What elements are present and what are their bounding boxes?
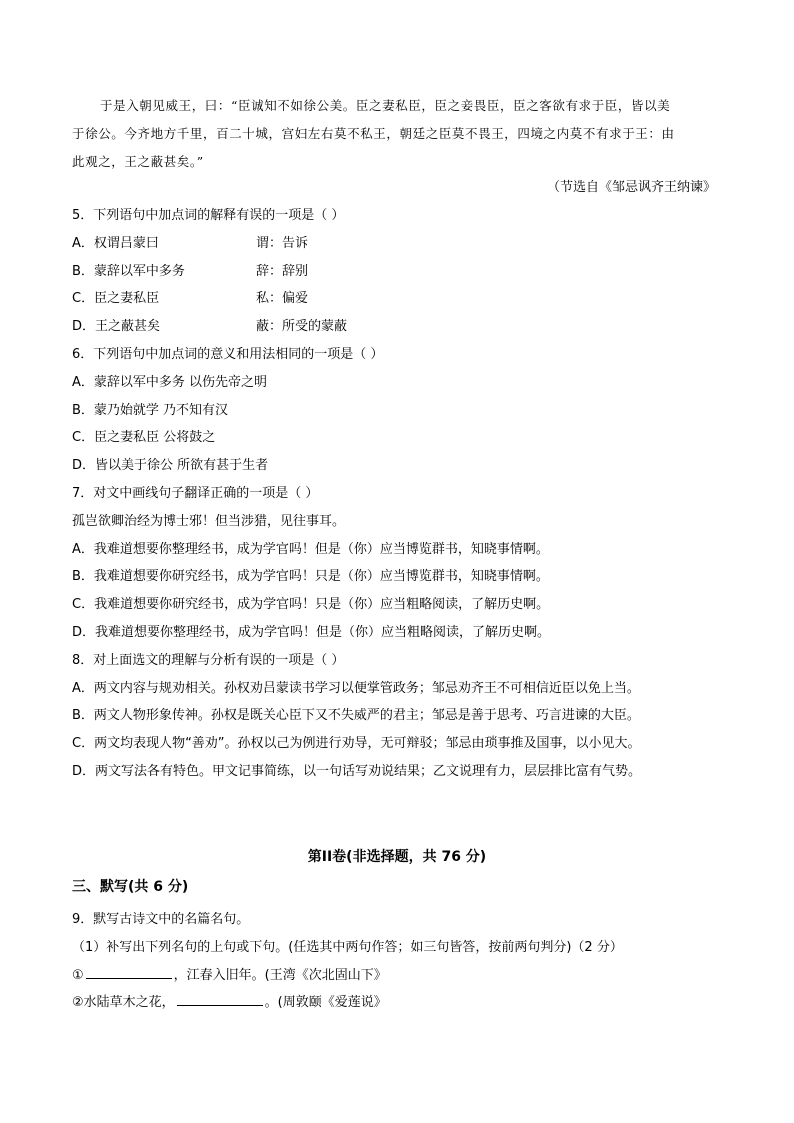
question-5-stem: 5．下列语句中加点词的解释有误的一项是（ ） (72, 208, 345, 223)
q7-option-d[interactable]: D．我难道想要你整理经书，成为学官吗！但是（你）应当粗略阅读，了解历史啊。 (72, 624, 551, 640)
option-gloss: 辞：辞别 (256, 263, 309, 279)
q9-item-1 (72, 962, 732, 990)
passage-text: 于徐公。今齐地方千里，百二十城，宫妇左右莫不私王，朝廷之臣莫不畏王，四境之内莫不有求于王：由 (72, 126, 675, 141)
passage-text: 此观之，王之蔽甚矣。” (72, 154, 204, 169)
q7-option-a[interactable]: A．我难道想要你整理经书，成为学官吗！但是（你）应当博览群书，知晓事情啊。 (72, 541, 549, 557)
q5-option-d[interactable] (72, 313, 732, 341)
passage-line (72, 120, 722, 148)
question-9-block (72, 906, 732, 1017)
q6-option-a[interactable]: A．蒙辞以军中多务 以伤先帝之明 (72, 374, 268, 390)
q5-option-c[interactable] (72, 285, 732, 313)
item-text: 。(周敦颐《爱莲说》 (264, 995, 387, 1011)
q9-item-2 (72, 989, 732, 1017)
item-number: ① (72, 967, 84, 983)
option-text: A．权谓吕蒙曰 (72, 235, 159, 251)
passage-line (72, 148, 722, 176)
passage-text: 于是入朝见威王，曰：“臣诚知不如徐公美。臣之妻私臣，臣之妾畏臣，臣之客欲有求于臣，皆以美 (100, 98, 671, 113)
q8-option-b[interactable]: B．两文人物形象传神。孙权是既关心臣下又不失威严的君主；邹忌是善于思考、巧言进谏的大臣。 (72, 708, 640, 724)
q6-option-c[interactable]: C．臣之妻私臣 公将鼓之 (72, 430, 216, 446)
q8-option-a[interactable]: A．两文内容与规劝相关。孙权劝吕蒙读书学习以便掌管政务；邹忌劝齐王不可相信近臣以免上当。 (72, 680, 640, 696)
q8-option-d[interactable]: D．两文写法各有特色。甲文记事简练，以一句话写劝说结果；乙文说理有力，层层排比富有气势。 (72, 763, 642, 779)
option-gloss: 谓：告诉 (256, 235, 309, 251)
section-title: 第II卷(非选择题，共 76 分) (307, 849, 487, 865)
option-gloss: 私：偏爱 (256, 291, 309, 307)
q5-option-b[interactable] (72, 258, 732, 286)
q7-option-c[interactable]: C．我难道想要你研究经书，成为学官吗！只是（你）应当粗略阅读，了解历史啊。 (72, 597, 550, 613)
question-7-sentence: 孤岂欲卿治经为博士邪！但当涉猎，见往事耳。 (72, 513, 346, 529)
question-6-stem: 6．下列语句中加点词的意义和用法相同的一项是（ ） (72, 346, 384, 362)
item-text: ②水陆草木之花， (72, 995, 175, 1011)
section-heading: 三、默写(共 6 分) (72, 879, 189, 895)
passage-line (72, 92, 722, 120)
option-text: B．蒙辞以军中多务 (72, 263, 185, 279)
classical-passage (72, 92, 722, 176)
q7-option-b[interactable]: B．我难道想要你研究经书，成为学官吗！只是（你）应当博览群书，知晓事情啊。 (72, 569, 549, 585)
answer-blank-1[interactable] (86, 964, 172, 979)
option-text: C．臣之妻私臣 (72, 291, 160, 307)
question-block (72, 202, 732, 786)
q6-option-b[interactable]: B．蒙乃始就学 乃不知有汉 (72, 402, 229, 418)
question-9-stem: 9．默写古诗文中的名篇名句。 (72, 912, 250, 927)
question-7-stem: 7．对文中画线句子翻译正确的一项是（ ） (72, 485, 319, 501)
answer-blank-2[interactable] (177, 991, 263, 1006)
q6-option-d[interactable]: D．皆以美于徐公 所欲有甚于生者 (72, 458, 269, 474)
question-9-sub1: （1）补写出下列名句的上句或下句。(任选其中两句作答；如三句皆答，按前两句判分)（2 分） (72, 939, 623, 955)
item-text: ，江春入旧年。(王湾《次北固山下》 (173, 967, 387, 983)
q5-option-a[interactable] (72, 230, 732, 258)
question-8-stem: 8．对上面选文的理解与分析有误的一项是（ ） (72, 652, 345, 668)
q8-option-c[interactable]: C．两文均表现人物“善劝”。孙权以己为例进行劝导，无可辩驳；邹忌由琐事推及国事，以小见大。 (72, 736, 641, 752)
option-text: D．王之蔽甚矣 (72, 319, 161, 335)
option-gloss: 蔽：所受的蒙蔽 (256, 319, 348, 335)
passage-source: （节选自《邹忌讽齐王纳谏》 (546, 180, 716, 195)
